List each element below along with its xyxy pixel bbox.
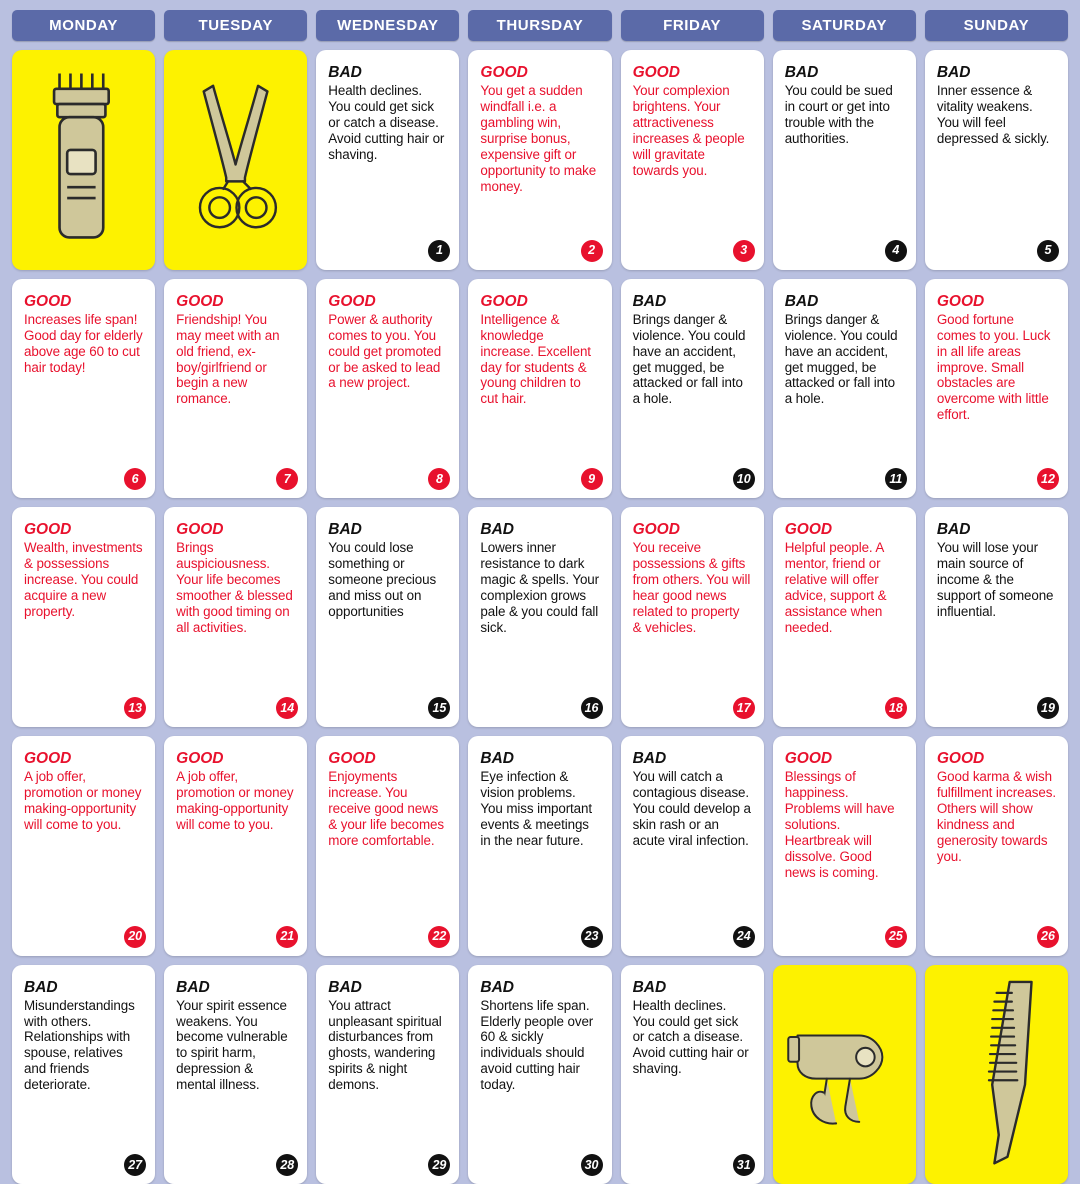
day-verdict-label: GOOD <box>785 750 904 767</box>
weekday-header-row <box>12 10 1068 41</box>
calendar-day-cell <box>621 965 764 1184</box>
day-description: Health declines. You could get sick or catch a disease. Avoid cutting hair or shaving. <box>328 83 447 163</box>
calendar-day-cell <box>925 736 1068 956</box>
day-verdict-label: GOOD <box>633 521 752 538</box>
calendar-day-cell <box>164 507 307 727</box>
day-header-saturday: SATURDAY <box>773 10 916 41</box>
day-number-badge: 3 <box>733 240 755 262</box>
calendar-cell-icon <box>12 50 155 270</box>
comb-icon <box>931 971 1062 1179</box>
day-header-friday: FRIDAY <box>621 10 764 41</box>
day-description: Your spirit essence weakens. You become vulnerable to spirit harm, depression & mental illness. <box>176 998 295 1094</box>
calendar-day-cell <box>621 507 764 727</box>
day-verdict-label: GOOD <box>480 293 599 310</box>
day-verdict-label: GOOD <box>328 750 447 767</box>
day-verdict-label: GOOD <box>480 64 599 81</box>
day-verdict-label: GOOD <box>24 293 143 310</box>
day-description: Your complexion brightens. Your attractiveness increases & people will gravitate towards you. <box>633 83 752 179</box>
calendar-day-cell <box>316 50 459 270</box>
scissors-icon <box>170 56 301 264</box>
day-description: Brings danger & violence. You could have an accident, get mugged, be attacked or fall into a hole. <box>785 312 904 408</box>
calendar-day-cell <box>773 507 916 727</box>
day-number-badge: 18 <box>885 697 907 719</box>
day-description: You will catch a contagious disease. You could develop a skin rash or an acute viral infection. <box>633 769 752 849</box>
day-verdict-label: BAD <box>480 979 599 996</box>
calendar-day-cell <box>164 736 307 956</box>
day-header-thursday: THURSDAY <box>468 10 611 41</box>
day-number-badge: 12 <box>1037 468 1059 490</box>
day-number-badge: 10 <box>733 468 755 490</box>
calendar-day-cell <box>925 50 1068 270</box>
day-number-badge: 26 <box>1037 926 1059 948</box>
day-number-badge: 11 <box>885 468 907 490</box>
day-header-wednesday: WEDNESDAY <box>316 10 459 41</box>
calendar-day-cell <box>621 279 764 499</box>
day-number-badge: 2 <box>581 240 603 262</box>
day-verdict-label: BAD <box>480 750 599 767</box>
day-number-badge: 29 <box>428 1154 450 1176</box>
day-description: Blessings of happiness. Problems will have solutions. Heartbreak will dissolve. Good news is coming. <box>785 769 904 881</box>
calendar-day-cell <box>468 279 611 499</box>
day-verdict-label: BAD <box>176 979 295 996</box>
calendar-day-cell <box>12 965 155 1184</box>
day-number-badge: 5 <box>1037 240 1059 262</box>
day-number-badge: 28 <box>276 1154 298 1176</box>
day-description: Good karma & wish fulfillment increases. Others will show kindness and generosity towards you. <box>937 769 1056 865</box>
hair-clipper-icon <box>18 56 149 264</box>
day-number-badge: 6 <box>124 468 146 490</box>
day-description: Lowers inner resistance to dark magic & spells. Your complexion grows pale & you could fall sick. <box>480 540 599 636</box>
day-description: Power & authority comes to you. You could get promoted or be asked to lead a new project. <box>328 312 447 392</box>
day-description: Shortens life span. Elderly people over 60 & sickly individuals should avoid cutting hair today. <box>480 998 599 1094</box>
calendar-day-cell <box>316 507 459 727</box>
calendar-day-cell <box>12 736 155 956</box>
calendar-day-cell <box>621 736 764 956</box>
day-verdict-label: BAD <box>633 293 752 310</box>
day-description: Friendship! You may meet with an old friend, ex-boy/girlfriend or begin a new romance. <box>176 312 295 408</box>
day-number-badge: 1 <box>428 240 450 262</box>
day-number-badge: 22 <box>428 926 450 948</box>
calendar-day-cell <box>468 965 611 1184</box>
day-verdict-label: BAD <box>480 521 599 538</box>
day-description: You could lose something or someone precious and miss out on opportunities <box>328 540 447 620</box>
calendar-grid <box>12 50 1068 1184</box>
day-number-badge: 14 <box>276 697 298 719</box>
day-header-sunday: SUNDAY <box>925 10 1068 41</box>
day-number-badge: 31 <box>733 1154 755 1176</box>
calendar-day-cell <box>316 279 459 499</box>
day-verdict-label: GOOD <box>328 293 447 310</box>
day-description: Eye infection & vision problems. You miss important events & meetings in the near future. <box>480 769 599 849</box>
day-description: Helpful people. A mentor, friend or relative will offer advice, support & assistance when needed. <box>785 540 904 636</box>
day-number-badge: 17 <box>733 697 755 719</box>
day-number-badge: 9 <box>581 468 603 490</box>
calendar-day-cell <box>773 736 916 956</box>
day-verdict-label: BAD <box>328 979 447 996</box>
day-verdict-label: GOOD <box>176 750 295 767</box>
day-description: Brings danger & violence. You could have an accident, get mugged, be attacked or fall into a hole. <box>633 312 752 408</box>
day-verdict-label: BAD <box>24 979 143 996</box>
day-verdict-label: BAD <box>937 521 1056 538</box>
day-verdict-label: BAD <box>785 293 904 310</box>
day-verdict-label: GOOD <box>937 750 1056 767</box>
calendar-day-cell <box>316 736 459 956</box>
day-number-badge: 27 <box>124 1154 146 1176</box>
day-verdict-label: GOOD <box>937 293 1056 310</box>
day-verdict-label: GOOD <box>176 293 295 310</box>
day-verdict-label: GOOD <box>24 521 143 538</box>
day-verdict-label: BAD <box>633 979 752 996</box>
day-description: Increases life span! Good day for elderly above age 60 to cut hair today! <box>24 312 143 376</box>
calendar-cell-icon <box>925 965 1068 1184</box>
day-verdict-label: GOOD <box>24 750 143 767</box>
day-description: A job offer, promotion or money making-opportunity will come to you. <box>24 769 143 833</box>
calendar-day-cell <box>12 279 155 499</box>
day-number-badge: 13 <box>124 697 146 719</box>
calendar-day-cell <box>468 736 611 956</box>
day-description: Wealth, investments & possessions increase. You could acquire a new property. <box>24 540 143 620</box>
calendar-day-cell <box>773 50 916 270</box>
day-number-badge: 23 <box>581 926 603 948</box>
day-number-badge: 16 <box>581 697 603 719</box>
day-description: Health declines. You could get sick or catch a disease. Avoid cutting hair or shaving. <box>633 998 752 1078</box>
day-number-badge: 24 <box>733 926 755 948</box>
calendar-day-cell <box>316 965 459 1184</box>
day-header-tuesday: TUESDAY <box>164 10 307 41</box>
day-number-badge: 25 <box>885 926 907 948</box>
day-number-badge: 19 <box>1037 697 1059 719</box>
day-verdict-label: GOOD <box>176 521 295 538</box>
day-verdict-label: GOOD <box>785 521 904 538</box>
day-description: Intelligence & knowledge increase. Excellent day for students & young children to cut hair. <box>480 312 599 408</box>
day-description: You get a sudden windfall i.e. a gambling win, surprise bonus, expensive gift or opportunity to make money. <box>480 83 599 195</box>
day-number-badge: 20 <box>124 926 146 948</box>
calendar-cell-icon <box>773 965 916 1184</box>
day-number-badge: 7 <box>276 468 298 490</box>
day-number-badge: 30 <box>581 1154 603 1176</box>
calendar-day-cell <box>773 279 916 499</box>
day-verdict-label: BAD <box>328 64 447 81</box>
calendar-day-cell <box>12 507 155 727</box>
day-description: You receive possessions & gifts from others. You will hear good news related to property & vehicles. <box>633 540 752 636</box>
day-verdict-label: BAD <box>328 521 447 538</box>
day-description: You attract unpleasant spiritual disturbances from ghosts, wandering spirits & night demons. <box>328 998 447 1094</box>
calendar-day-cell <box>468 50 611 270</box>
day-description: You will lose your main source of income & the support of someone influential. <box>937 540 1056 620</box>
day-number-badge: 8 <box>428 468 450 490</box>
day-description: Good fortune comes to you. Luck in all life areas improve. Small obstacles are overcome with little effort. <box>937 312 1056 424</box>
day-number-badge: 15 <box>428 697 450 719</box>
calendar-day-cell <box>621 50 764 270</box>
day-verdict-label: BAD <box>937 64 1056 81</box>
day-description: Enjoyments increase. You receive good news & your life becomes more comfortable. <box>328 769 447 849</box>
day-verdict-label: BAD <box>785 64 904 81</box>
day-description: Brings auspiciousness. Your life becomes smoother & blessed with good timing on all activities. <box>176 540 295 636</box>
calendar-day-cell <box>925 279 1068 499</box>
day-description: Misunderstandings with others. Relationships with spouse, relatives and friends deteriorate. <box>24 998 143 1094</box>
hair-dryer-icon <box>779 971 910 1179</box>
calendar-day-cell <box>164 965 307 1184</box>
calendar-day-cell <box>468 507 611 727</box>
day-header-monday: MONDAY <box>12 10 155 41</box>
calendar-cell-icon <box>164 50 307 270</box>
day-description: Inner essence & vitality weakens. You will feel depressed & sickly. <box>937 83 1056 147</box>
day-verdict-label: GOOD <box>633 64 752 81</box>
day-verdict-label: BAD <box>633 750 752 767</box>
day-description: You could be sued in court or get into trouble with the authorities. <box>785 83 904 147</box>
day-description: A job offer, promotion or money making-opportunity will come to you. <box>176 769 295 833</box>
day-number-badge: 21 <box>276 926 298 948</box>
calendar-day-cell <box>164 279 307 499</box>
day-number-badge: 4 <box>885 240 907 262</box>
calendar-day-cell <box>925 507 1068 727</box>
